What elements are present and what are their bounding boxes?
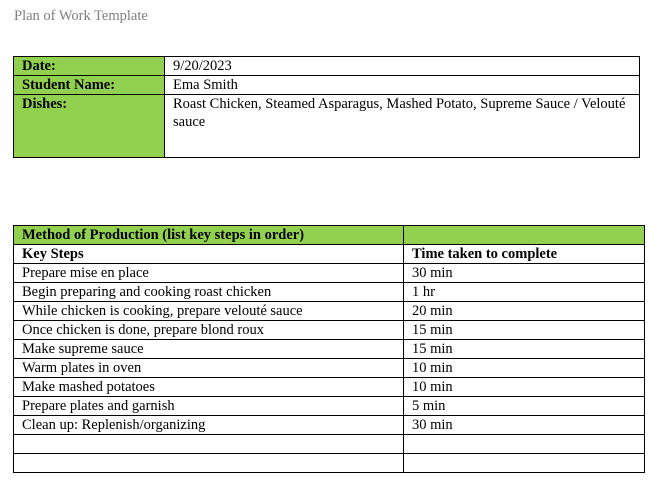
time-cell[interactable]: 20 min — [404, 302, 645, 321]
time-cell[interactable]: 5 min — [404, 397, 645, 416]
step-cell[interactable]: Prepare plates and garnish — [14, 397, 404, 416]
empty-time-cell[interactable] — [404, 454, 645, 473]
dishes-label: Dishes: — [14, 95, 165, 158]
time-cell[interactable]: 10 min — [404, 359, 645, 378]
method-of-production-table — [13, 225, 645, 473]
table-row — [14, 340, 645, 359]
table-row — [14, 321, 645, 340]
empty-time-cell[interactable] — [404, 435, 645, 454]
time-cell[interactable]: 15 min — [404, 340, 645, 359]
step-cell[interactable]: Once chicken is done, prepare blond roux — [14, 321, 404, 340]
step-cell[interactable]: Warm plates in oven — [14, 359, 404, 378]
empty-step-cell[interactable] — [14, 435, 404, 454]
student-info-table — [13, 56, 640, 158]
student-name-row — [14, 76, 640, 95]
date-value[interactable]: 9/20/2023 — [165, 57, 640, 76]
time-taken-header: Time taken to complete — [404, 245, 645, 264]
student-name-value[interactable]: Ema Smith — [165, 76, 640, 95]
table-row — [14, 359, 645, 378]
step-cell[interactable]: Make mashed potatoes — [14, 378, 404, 397]
step-cell[interactable]: Make supreme sauce — [14, 340, 404, 359]
column-headers-row — [14, 245, 645, 264]
table-row — [14, 283, 645, 302]
step-cell[interactable]: Clean up: Replenish/organizing — [14, 416, 404, 435]
dishes-value[interactable]: Roast Chicken, Steamed Asparagus, Mashed Potato, Supreme Sauce / Velouté sauce — [165, 95, 640, 158]
table-row — [14, 397, 645, 416]
step-cell[interactable]: Prepare mise en place — [14, 264, 404, 283]
student-name-label: Student Name: — [14, 76, 165, 95]
empty-table-row — [14, 454, 645, 473]
table-row — [14, 302, 645, 321]
empty-step-cell[interactable] — [14, 454, 404, 473]
table-row — [14, 264, 645, 283]
table-row — [14, 378, 645, 397]
method-header-row — [14, 226, 645, 245]
step-cell[interactable]: While chicken is cooking, prepare velouté sauce — [14, 302, 404, 321]
empty-table-row — [14, 435, 645, 454]
time-cell[interactable]: 1 hr — [404, 283, 645, 302]
table-row — [14, 416, 645, 435]
dishes-row — [14, 95, 640, 158]
time-cell[interactable]: 30 min — [404, 264, 645, 283]
method-header: Method of Production (list key steps in order) — [14, 226, 404, 245]
time-cell[interactable]: 15 min — [404, 321, 645, 340]
time-cell[interactable]: 30 min — [404, 416, 645, 435]
step-cell[interactable]: Begin preparing and cooking roast chicken — [14, 283, 404, 302]
key-steps-header: Key Steps — [14, 245, 404, 264]
date-row — [14, 57, 640, 76]
time-cell[interactable]: 10 min — [404, 378, 645, 397]
method-header-blank — [404, 226, 645, 245]
date-label: Date: — [14, 57, 165, 76]
document-title: Plan of Work Template — [14, 8, 148, 24]
